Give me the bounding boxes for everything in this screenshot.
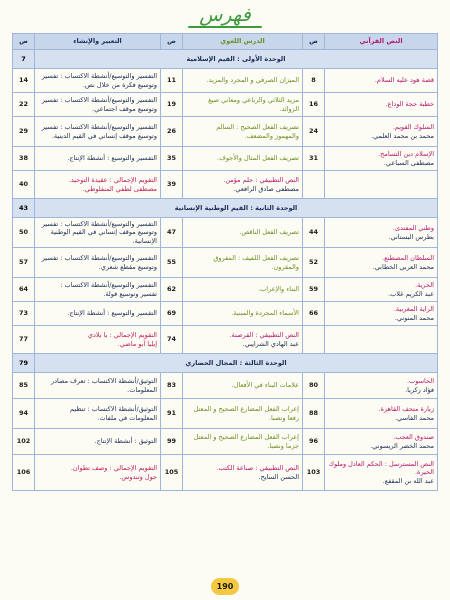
expression-cell	[35, 171, 161, 199]
cell-line: التفسير والتوسيع/أنشطة الاكتساب : تفسير	[41, 220, 157, 229]
cell-line: والمهموز والمضعف.	[244, 131, 299, 140]
quran-text-cell	[325, 455, 438, 491]
lang-page-number: 39	[161, 171, 183, 199]
quran-text-cell	[325, 373, 438, 399]
expression-page-number: 85	[13, 373, 35, 399]
expression-page-number: 57	[13, 248, 35, 278]
quran-text-cell	[325, 326, 438, 354]
cell-line: الميزان الصرفي و المجرد والمزيد.	[206, 76, 299, 85]
cell-line: صندوق العجب.	[393, 433, 434, 442]
quran-text-cell	[325, 93, 438, 117]
quran-text-cell	[325, 302, 438, 326]
cell-line: فؤاد زكريا.	[405, 385, 434, 394]
expression-page-number: 106	[13, 455, 35, 491]
cell-line: النص التطبيقي : حلم مؤمن.	[223, 176, 299, 185]
lang-lesson-cell	[183, 278, 303, 302]
quran-page-number: 31	[303, 147, 325, 171]
header-row	[13, 34, 438, 50]
quran-text-cell	[325, 248, 438, 278]
lang-lesson-cell	[183, 93, 303, 117]
quran-page-number	[303, 326, 325, 354]
expression-page-number: 77	[13, 326, 35, 354]
lang-lesson-cell	[183, 399, 303, 429]
table-row	[13, 93, 438, 117]
cell-line: تفسير وتوسيع قولة.	[103, 289, 157, 298]
cell-line: والمقرون.	[271, 262, 299, 271]
expression-page-number: 50	[13, 218, 35, 248]
cell-line: وتوسيع مقطع شعري.	[98, 262, 157, 271]
cell-line: وتوسيع موقف إنساني في القيم الوطنية	[50, 228, 157, 237]
cell-line: التقويم الإجمالي : يا بلادي	[87, 331, 157, 340]
unit-page-number: 43	[13, 199, 35, 218]
header-quran: النص القرآني	[325, 34, 438, 50]
table-row	[13, 278, 438, 302]
expression-cell	[35, 93, 161, 117]
cell-line: الزوائد.	[279, 104, 299, 113]
cell-line: الحسن السايح.	[258, 472, 299, 481]
expression-cell	[35, 373, 161, 399]
table-row	[13, 69, 438, 93]
quran-page-number: 88	[303, 399, 325, 429]
table-row	[13, 248, 438, 278]
expression-cell	[35, 455, 161, 491]
cell-line: جول وتندوس.	[119, 472, 157, 481]
expression-page-number: 38	[13, 147, 35, 171]
table-row	[13, 373, 438, 399]
quran-text-cell	[325, 429, 438, 455]
cell-line: مصطفى صادق الرافعي.	[233, 184, 299, 193]
cell-line: التقويم الإجمالي : وصف تطوان.	[70, 464, 157, 473]
lang-lesson-cell	[183, 326, 303, 354]
cell-line: التقويم الإجمالي : عقيدة التوحيد.	[68, 176, 157, 185]
cell-line: محمد بن محمد العلمي.	[371, 131, 434, 140]
cell-line: رفعا ونصبا.	[268, 413, 299, 422]
quran-page-number	[303, 171, 325, 199]
quran-page-number: 8	[303, 69, 325, 93]
cell-line: التفسير والتوسيع/أنشطة الاكتساب : تفسير	[41, 96, 157, 105]
lang-lesson-cell	[183, 429, 303, 455]
lang-lesson-cell	[183, 171, 303, 199]
cell-line: مزيد الثلاثي والرباعي ومعاني صيغ	[208, 96, 299, 105]
quran-page-number: 66	[303, 302, 325, 326]
quran-page-number: 59	[303, 278, 325, 302]
lang-page-number: 62	[161, 278, 183, 302]
expression-page-number: 29	[13, 117, 35, 147]
cell-line: عبد الكريم غلاب.	[388, 289, 434, 298]
unit-title: الوحدة الثالثة : المجال الحضاري	[35, 354, 438, 373]
quran-text-cell	[325, 147, 438, 171]
expression-page-number: 102	[13, 429, 35, 455]
lang-page-number: 47	[161, 218, 183, 248]
table-row	[13, 302, 438, 326]
quran-page-number: 103	[303, 455, 325, 491]
table-row	[13, 117, 438, 147]
cell-line: السلوك القويم.	[392, 123, 434, 132]
cell-line: محمد المنوني.	[394, 313, 434, 322]
unit-header-row	[13, 50, 438, 69]
cell-line: التوثيق/أنشطة الاكتساب : تعرف مصادر	[50, 377, 157, 386]
title-ornament	[188, 26, 262, 28]
quran-text-cell	[325, 218, 438, 248]
lang-page-number: 19	[161, 93, 183, 117]
expression-page-number: 22	[13, 93, 35, 117]
cell-line: الإسلام دين التسامح.	[378, 150, 434, 159]
expression-cell	[35, 429, 161, 455]
cell-line: الحرية.	[415, 281, 434, 290]
quran-page-number: 16	[303, 93, 325, 117]
quran-text-cell	[325, 171, 438, 199]
expression-cell	[35, 302, 161, 326]
unit-page-number: 7	[13, 50, 35, 69]
table-row	[13, 326, 438, 354]
cell-line: تصريف الفعل اللفيف : المفروق	[213, 254, 299, 263]
quran-text-cell	[325, 117, 438, 147]
lang-lesson-cell	[183, 218, 303, 248]
expression-cell	[35, 326, 161, 354]
cell-line: وطني المفتدى.	[392, 224, 434, 233]
cell-line: مصطفى السباعي.	[383, 158, 434, 167]
cell-line: عبد الله بن المقفع.	[382, 476, 434, 485]
lang-lesson-cell	[183, 373, 303, 399]
lang-lesson-cell	[183, 455, 303, 491]
cell-line: خطبة حجة الوداع.	[385, 100, 434, 109]
cell-line: التفسير والتوسيع/أنشطة الاكتساب : تفسير	[41, 123, 157, 132]
cell-line: الراية المغربية.	[393, 305, 434, 314]
page-title: فهرس	[199, 4, 251, 26]
lang-page-number: 74	[161, 326, 183, 354]
cell-line: المعلومات.	[127, 385, 157, 394]
cell-line: النص التطبيقي : صناعة الكتب.	[216, 464, 299, 473]
cell-line: النص التطبيقي : القرصنة.	[229, 331, 299, 340]
cell-line: السلطان المصطنع.	[382, 254, 434, 263]
expression-cell	[35, 69, 161, 93]
cell-line: علامات البناء في الأفعال.	[231, 381, 299, 390]
cell-line: وتوسيع فكرة من خلال نص.	[82, 80, 157, 89]
cell-line: التفسير والتوسيع/أنشطة الاكتساب :	[60, 281, 157, 290]
expression-page-number: 64	[13, 278, 35, 302]
cell-line: المعلومات في ملفات.	[97, 413, 157, 422]
header-expr: التعبير والإنشاء	[35, 34, 161, 50]
cell-line: التوثيق : أنشطة الإنتاج.	[94, 437, 157, 446]
header-page: ص	[303, 34, 325, 50]
cell-line: الحاسوب.	[407, 377, 434, 386]
table-row	[13, 218, 438, 248]
unit-header-row	[13, 199, 438, 218]
cell-line: التوثيق/أنشطة الاكتساب : تنظيم	[70, 405, 157, 414]
quran-page-number: 44	[303, 218, 325, 248]
cell-line: الإنسانية.	[132, 236, 157, 245]
cell-line: زيارة متحف القاهرة.	[378, 405, 434, 414]
lang-page-number: 99	[161, 429, 183, 455]
lang-lesson-cell	[183, 117, 303, 147]
expression-page-number: 40	[13, 171, 35, 199]
quran-page-number: 96	[303, 429, 325, 455]
header-page: ص	[161, 34, 183, 50]
page-number-badge: 190	[211, 578, 239, 595]
cell-line: قصة هود عليه السلام.	[374, 76, 434, 85]
cell-line: تصريف الفعل المثال والأجوف.	[217, 154, 299, 163]
cell-line: التفسير والتوسيع/أنشطة الاكتساب : تفسير	[41, 72, 157, 81]
expression-cell	[35, 278, 161, 302]
cell-line: وتوسيع موقف إنساني في القيم الدينية.	[51, 131, 157, 140]
cell-line: التفسير والتوسيع/أنشطة الاكتساب : تفسير	[41, 254, 157, 263]
table-row	[13, 399, 438, 429]
cell-line: تصريف الفعل الصحيح : السالم	[216, 123, 299, 132]
lang-lesson-cell	[183, 147, 303, 171]
expression-page-number: 73	[13, 302, 35, 326]
lang-page-number: 69	[161, 302, 183, 326]
cell-line: إعراب الفعل المضارع الصحيح و المعتل	[193, 405, 299, 414]
unit-page-number: 79	[13, 354, 35, 373]
cell-line: محمد الفاسي.	[395, 413, 434, 422]
header-lang: الدرس اللغوي	[183, 34, 303, 50]
cell-line: إيليا أبو ماضي.	[117, 339, 157, 348]
unit-header-row	[13, 354, 438, 373]
cell-line: مصطفى لطفي المنفلوطي.	[82, 184, 157, 193]
lang-page-number: 105	[161, 455, 183, 491]
cell-line: بطرس البستاني.	[388, 232, 434, 241]
expression-cell	[35, 147, 161, 171]
lang-page-number: 26	[161, 117, 183, 147]
quran-page-number: 52	[303, 248, 325, 278]
expression-page-number: 94	[13, 399, 35, 429]
expression-cell	[35, 218, 161, 248]
table-row	[13, 171, 438, 199]
table-row	[13, 429, 438, 455]
quran-text-cell	[325, 69, 438, 93]
lang-page-number: 11	[161, 69, 183, 93]
cell-line: التفسير والتوسيع : أنشطة الإنتاج.	[67, 154, 157, 163]
table-row	[13, 455, 438, 491]
lang-page-number: 91	[161, 399, 183, 429]
cell-line: عبد الهادي الشرايبي.	[242, 339, 299, 348]
cell-line: التفسير والتوسيع : أنشطة الإنتاج.	[67, 309, 157, 318]
cell-line: وتوسيع موقف اجتماعي.	[92, 104, 157, 113]
lang-page-number: 55	[161, 248, 183, 278]
lang-lesson-cell	[183, 69, 303, 93]
cell-line: الأسماء المجردة والمبنية.	[231, 309, 299, 318]
quran-page-number: 24	[303, 117, 325, 147]
cell-line: تصريف الفعل الناقص.	[239, 228, 299, 237]
toc-table	[12, 33, 438, 491]
table-row	[13, 147, 438, 171]
quran-text-cell	[325, 278, 438, 302]
unit-title: الوحدة الأولى : القيم الإسلامية	[35, 50, 438, 69]
unit-title: الوحدة الثانية : القيم الوطنية الإنسانية	[35, 199, 438, 218]
lang-lesson-cell	[183, 302, 303, 326]
lang-page-number: 83	[161, 373, 183, 399]
cell-line: النص المسترسل : الحكم العادل وملوك الحيرة.	[328, 460, 434, 477]
cell-line: إعراب الفعل المضارع الصحيح و المعتل	[193, 433, 299, 442]
cell-line: جزما ونصبا.	[267, 441, 299, 450]
expression-page-number: 14	[13, 69, 35, 93]
cell-line: البناء والإعراب.	[258, 285, 299, 294]
lang-lesson-cell	[183, 248, 303, 278]
cell-line: محمد العربي الخطابي.	[372, 262, 434, 271]
header-page: ص	[13, 34, 35, 50]
quran-page-number: 80	[303, 373, 325, 399]
expression-cell	[35, 248, 161, 278]
expression-cell	[35, 399, 161, 429]
expression-cell	[35, 117, 161, 147]
cell-line: محمد الخضر الريسوني.	[370, 441, 434, 450]
lang-page-number: 35	[161, 147, 183, 171]
quran-text-cell	[325, 399, 438, 429]
